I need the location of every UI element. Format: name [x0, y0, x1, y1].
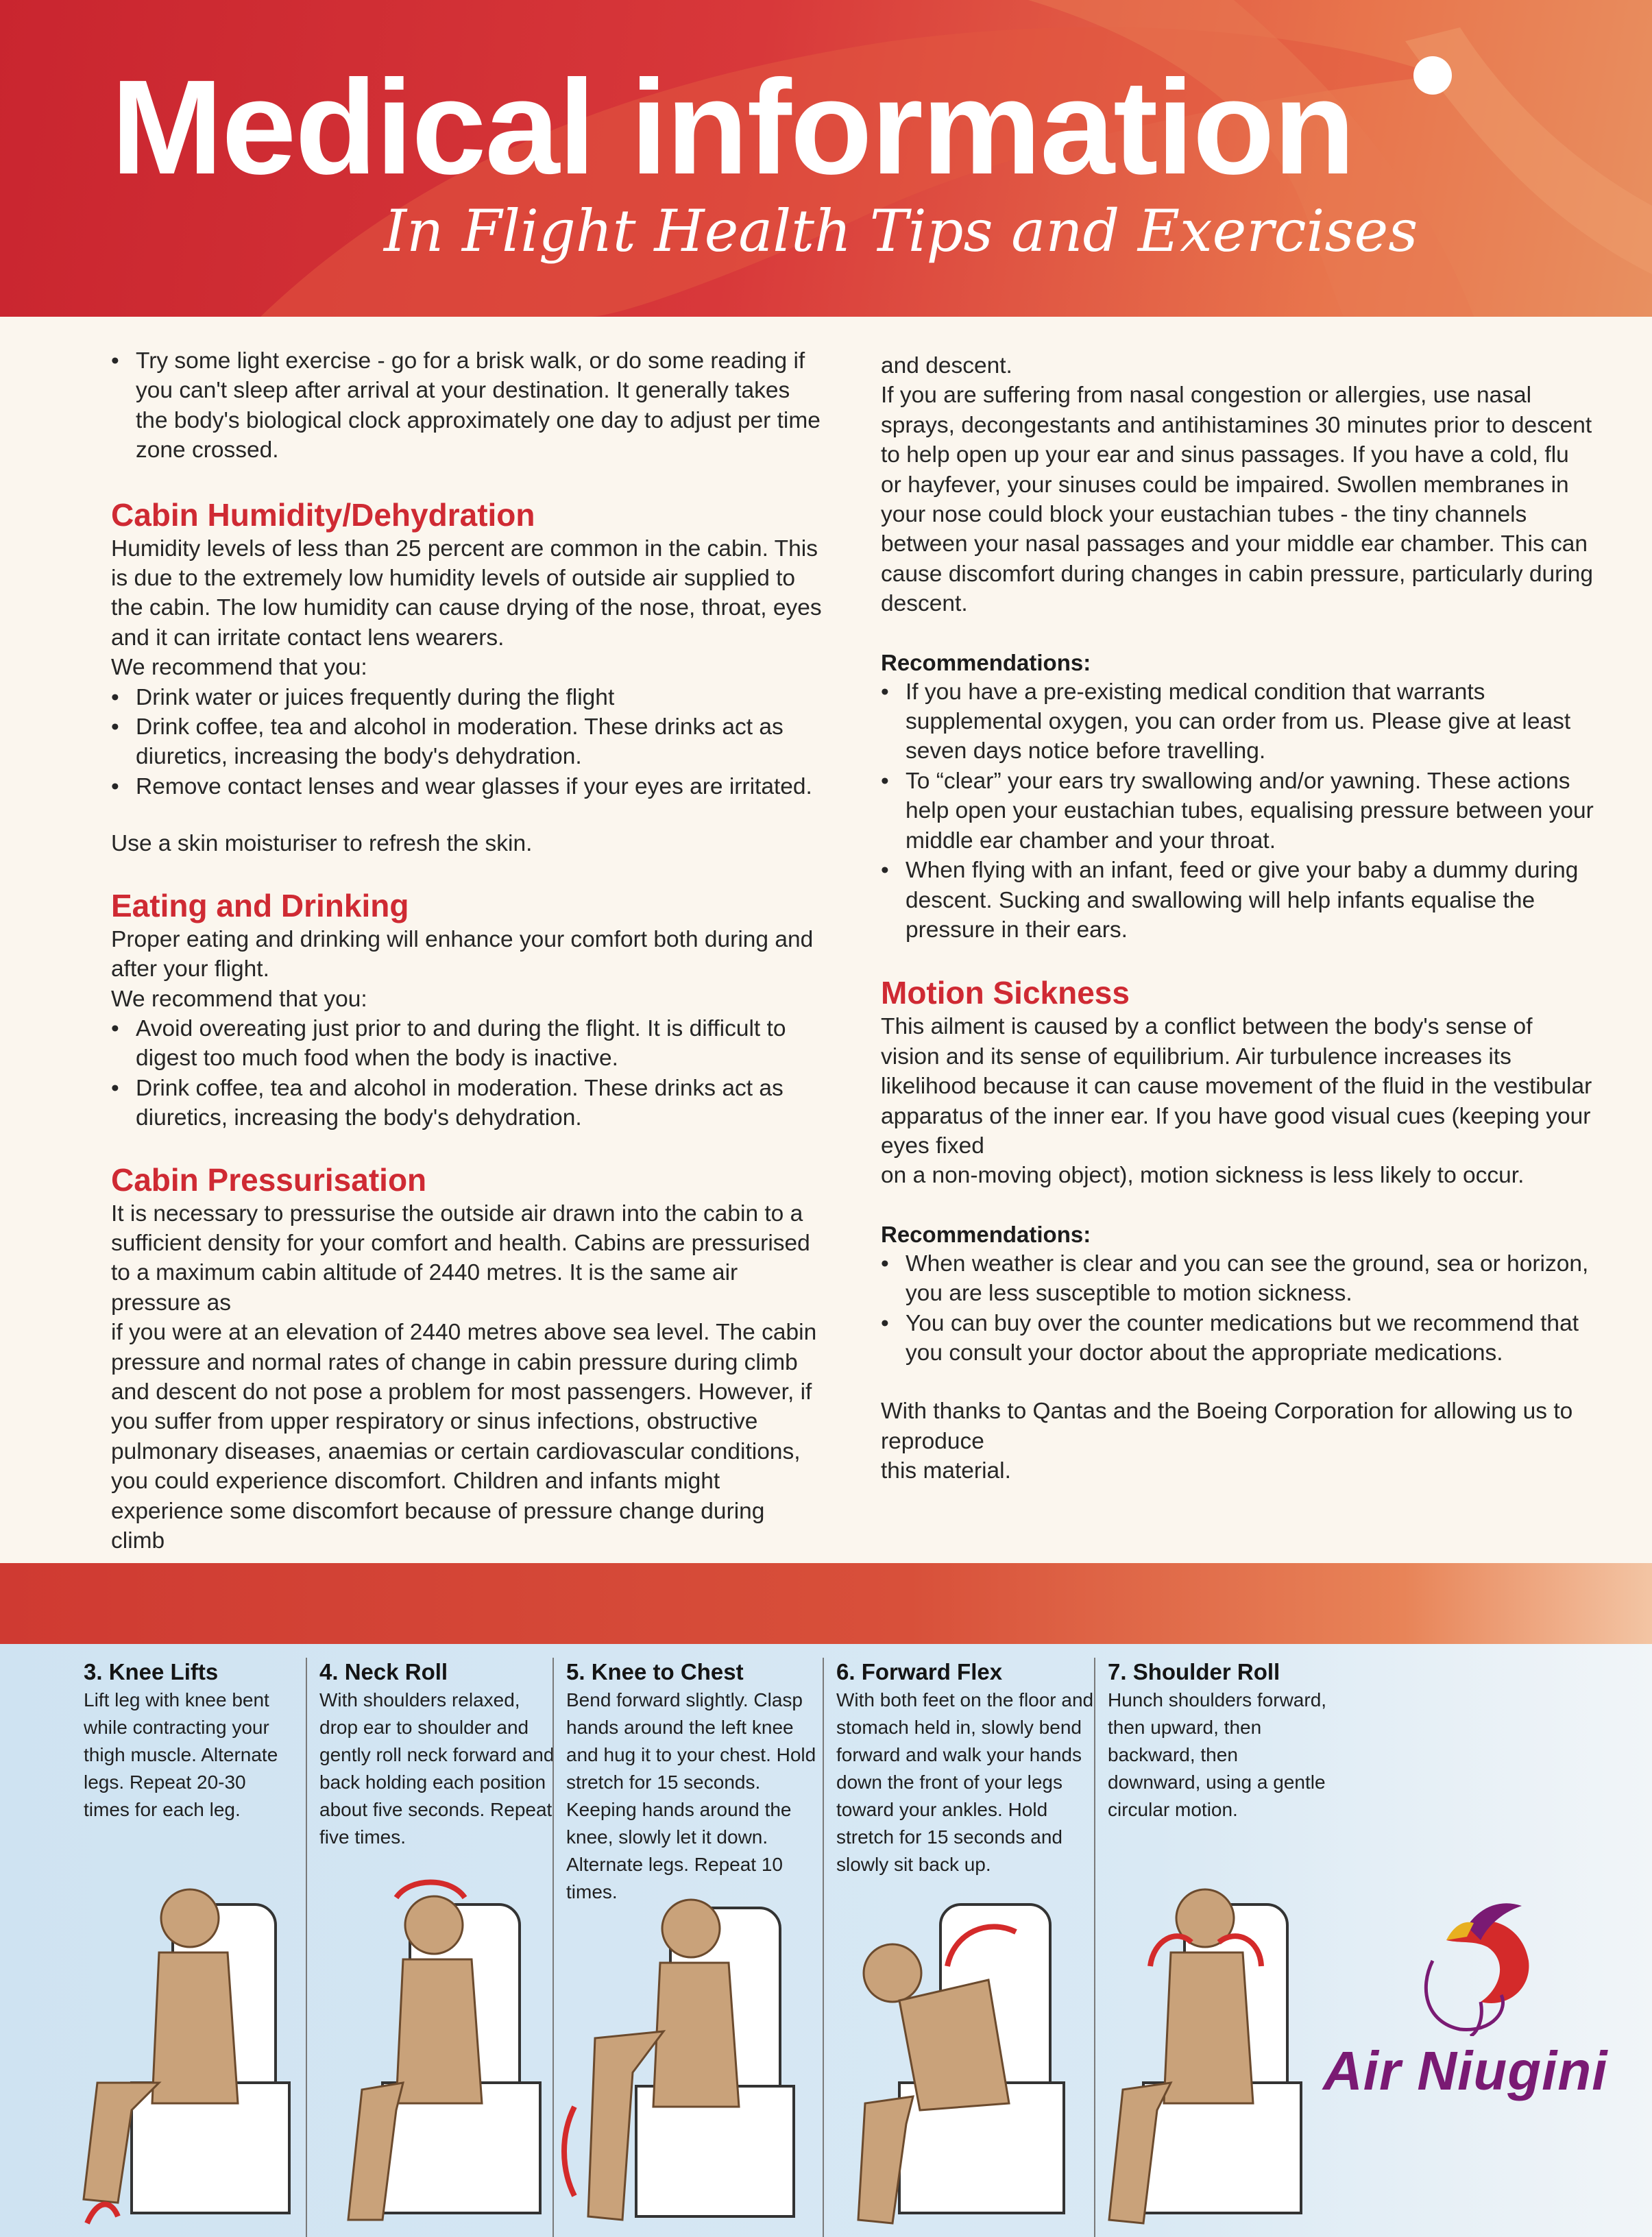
- exercise-knee-to-chest: [552, 1658, 821, 2237]
- divider-stripe: [0, 1563, 1652, 1644]
- exercise-title: 6. Forward Flex: [836, 1659, 1003, 1684]
- section-heading-eating: Eating and Drinking: [111, 887, 409, 923]
- exercise-title: 3. Knee Lifts: [84, 1659, 219, 1684]
- list-item: • You can buy over the counter medications but we recommend that you consult your doctor about the appropriate medications.: [881, 1309, 1594, 1368]
- exercise-text: Bend forward slightly. Clasp hands around the left knee and hug it to your chest. Hold stretch for 15 seconds. Keeping hands around the knee, slowly let it down. Alternate legs. Repeat 10 times.: [566, 1689, 816, 1902]
- seated-figure-forward-flex-icon: [824, 1877, 1084, 2234]
- seated-figure-shoulder-roll-icon: [1082, 1877, 1315, 2234]
- header-banner: [0, 0, 1652, 317]
- motion-body-1: This ailment is caused by a conflict between the body's sense of vision and its sense of equilibrium. Air turbulence increases its likelihood because it can cause movement of the fluid in the vestibular apparatus of the inner ear. If you have good visual cues (keeping your eyes fixed: [881, 1014, 1592, 1159]
- exercise-text: Lift leg with knee bent while contracting your thigh muscle. Alternate legs. Repeat 20-30 times for each leg.: [84, 1689, 278, 1820]
- left-column: [111, 346, 824, 1556]
- list-item: • If you have a pre-existing medical condition that warrants supplemental oxygen, you can order from us. Please give at least seven days notice before travelling.: [881, 677, 1594, 766]
- humidity-body: Humidity levels of less than 25 percent are common in the cabin. This is due to the extremely low humidity levels of outside air supplied to the cabin. The low humidity can cause drying of the nose, throat, eyes and it can irritate contact lens wearers.: [111, 535, 822, 651]
- exercise-title: 7. Shoulder Roll: [1108, 1659, 1280, 1684]
- motion-recommendations-heading: Recommendations:: [881, 1221, 1091, 1247]
- pressurisation-body-1: It is necessary to pressurise the outside air drawn into the cabin to a sufficient density for your comfort and health. Cabins are pressurised to a maximum cabin altitude of 2440 metres. It is the same air pressure as: [111, 1200, 810, 1316]
- brand-name: Air Niugini: [1323, 2040, 1608, 2101]
- list-item: • Drink coffee, tea and alcohol in moderation. These drinks act as diuretics, increasing the body's dehydration.: [111, 712, 824, 772]
- pressurisation-body-2: if you were at an elevation of 2440 metres above sea level. The cabin pressure and normal rates of change in cabin pressure during climb and descent do not pose a problem for most passengers. However, if you suffer from upper respiratory or sinus infections, obstructive pulmonary diseases, anaemias or certain cardiovascular conditions, you could experience discomfort. Children and infants might experience some discomfort because of pressure change during climb: [111, 1320, 817, 1553]
- exercise-text: Hunch shoulders forward, then upward, then backward, then downward, using a gentle circular motion.: [1108, 1689, 1327, 1820]
- continuation-text: and descent.: [881, 353, 1012, 378]
- recommendations-heading: Recommendations:: [881, 649, 1091, 675]
- humidity-recommend: We recommend that you:: [111, 655, 367, 681]
- exercise-neck-roll: [306, 1658, 561, 2237]
- list-item: • Drink coffee, tea and alcohol in moderation. These drinks act as diuretics, increasing the body's dehydration.: [111, 1074, 824, 1133]
- nasal-paragraph: If you are suffering from nasal congestion or allergies, use nasal sprays, decongestants and antihistamines 30 minutes prior to descent to help open up your ear and sinus passages. If you have a cold, flu or hayfever, your sinuses could be impaired. Swollen membranes in your nose could block your eustachian tubes - the tiny channels between your nasal passages and your middle ear chamber. This can cause discomfort during changes in cabin pressure, particularly during descent.: [881, 383, 1594, 617]
- list-item: • Drink water or juices frequently during the flight: [111, 683, 824, 712]
- pressure-recommendations-list: [881, 677, 1594, 945]
- section-heading-pressurisation: Cabin Pressurisation: [111, 1161, 427, 1198]
- list-item: • Remove contact lenses and wear glasses if your eyes are irritated.: [111, 772, 824, 801]
- list-item: • When flying with an infant, feed or give your baby a dummy during descent. Sucking and swallowing will help infants equalise the pressure in their ears.: [881, 856, 1594, 945]
- exercise-title: 5. Knee to Chest: [566, 1659, 744, 1684]
- eating-recommend: We recommend that you:: [111, 986, 367, 1012]
- section-heading-humidity: Cabin Humidity/Dehydration: [111, 496, 535, 533]
- thanks-text-2: this material.: [881, 1458, 1011, 1484]
- exercise-text: With both feet on the floor and stomach held in, slowly bend forward and walk your hands down the front of your legs toward your ankles. Hold stretch for 15 seconds and slowly sit back up.: [836, 1689, 1094, 1875]
- page-title: Medical information: [111, 52, 1355, 202]
- motion-recommendations-list: [881, 1249, 1594, 1368]
- page-subtitle: In Flight Health Tips and Exercises: [384, 197, 1418, 265]
- humidity-list: [111, 683, 824, 802]
- list-item: • To “clear” your ears try swallowing and/or yawning. These actions help open your eustachian tubes, equalising pressure between your middle ear chamber and your throat.: [881, 766, 1594, 856]
- list-item: • Try some light exercise - go for a brisk walk, or do some reading if you can't sleep after arrival at your destination. It generally takes the body's biological clock approximately one day to adjust per time zone crossed.: [111, 346, 824, 465]
- motion-body-2: on a non-moving object), motion sickness is less likely to occur.: [881, 1163, 1525, 1189]
- exercise-title: 4. Neck Roll: [319, 1659, 448, 1684]
- seated-figure-neck-roll-icon: [307, 1877, 554, 2234]
- exercise-text: With shoulders relaxed, drop ear to shoulder and gently roll neck forward and back holding each position about five seconds. Repeat five times.: [319, 1689, 555, 1848]
- exercise-knee-lifts: [84, 1658, 296, 2237]
- list-item: • When weather is clear and you can see the ground, sea or horizon, you are less susceptible to motion sickness.: [881, 1249, 1594, 1309]
- seated-figure-knee-lift-icon: [70, 1877, 303, 2234]
- section-heading-motion: Motion Sickness: [881, 975, 1130, 1011]
- exercise-forward-flex: [823, 1658, 1098, 2237]
- air-niugini-bird-logo-icon: [1405, 1899, 1535, 2036]
- list-item: • Avoid overeating just prior to and during the flight. It is difficult to digest too much food when the body is inactive.: [111, 1014, 824, 1074]
- right-column: [881, 351, 1594, 1486]
- seated-figure-knee-to-chest-icon: [554, 1894, 814, 2237]
- thanks-text: With thanks to Qantas and the Boeing Corporation for allowing us to reproduce: [881, 1399, 1573, 1454]
- humidity-note: Use a skin moisturiser to refresh the skin.: [111, 831, 533, 857]
- exercise-shoulder-roll: [1094, 1658, 1334, 2237]
- eating-body: Proper eating and drinking will enhance your comfort both during and after your flight.: [111, 926, 814, 982]
- eating-list: [111, 1014, 824, 1133]
- intro-list: [111, 346, 824, 465]
